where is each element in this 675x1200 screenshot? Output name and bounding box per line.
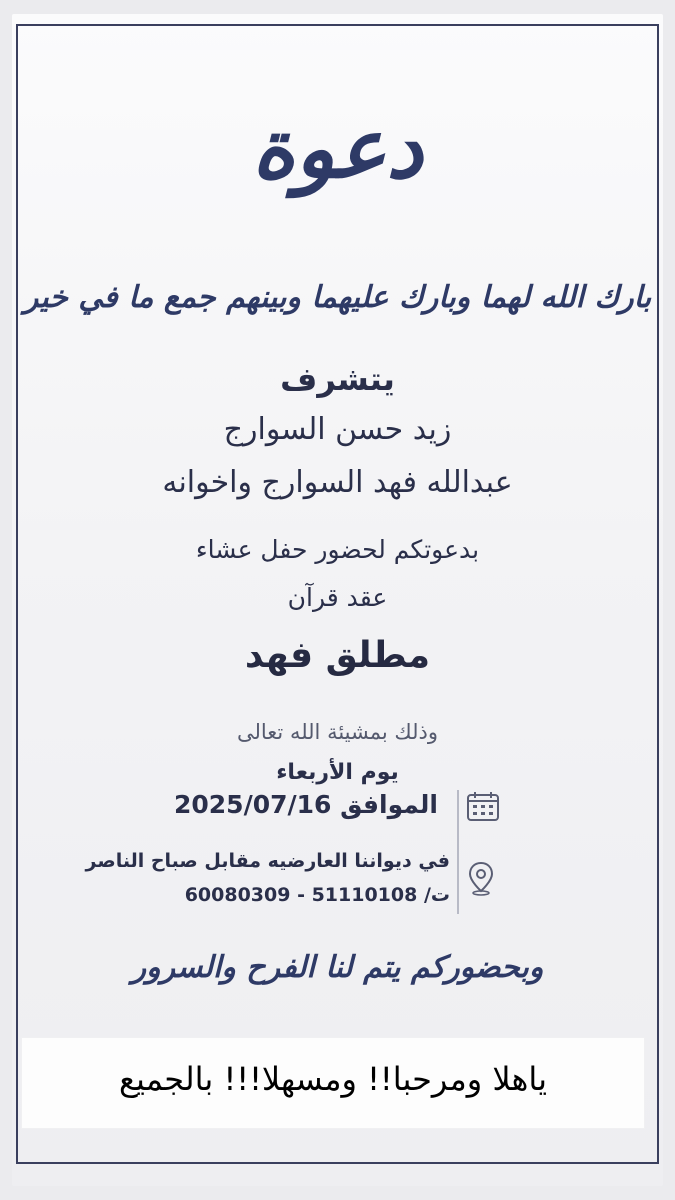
calendar-icon [466, 790, 500, 822]
will-line: وذلك بمشيئة الله تعالى [237, 720, 438, 744]
blessing-calligraphy: بارك الله لهما وبارك عليهما وبينهم جمع ما في خير [23, 280, 652, 315]
date-text: الموافق 2025/07/16 [174, 790, 438, 819]
invitation-title: دعوة [252, 101, 423, 197]
host-name-2: عبدالله فهد السوارج واخوانه [162, 465, 513, 500]
location-block [85, 850, 450, 906]
location-text: في ديواننا العارضيه مقابل صباح الناصر [85, 850, 450, 872]
day-label: يوم الأربعاء [276, 760, 399, 785]
welcome-banner [22, 1038, 644, 1128]
location-pin-icon [466, 860, 496, 896]
phone-text: ت/ 51110108 - 60080309 [184, 884, 450, 906]
occasion: عقد قرآن [287, 583, 388, 612]
invite-line: بدعوتكم لحضور حفل عشاء [195, 535, 480, 564]
host-name-1: زيد حسن السوارج [223, 412, 452, 447]
welcome-banner-text: ياهلا ومرحبا!! ومسهلا!!! بالجميع [119, 1060, 547, 1098]
closing-calligraphy: وبحضوركم يتم لنا الفرح والسرور [131, 950, 544, 985]
groom-name: مطلق فهد [244, 635, 431, 676]
date-row [174, 790, 510, 826]
host-intro: يتشرف [280, 360, 395, 398]
vertical-divider [457, 790, 459, 914]
